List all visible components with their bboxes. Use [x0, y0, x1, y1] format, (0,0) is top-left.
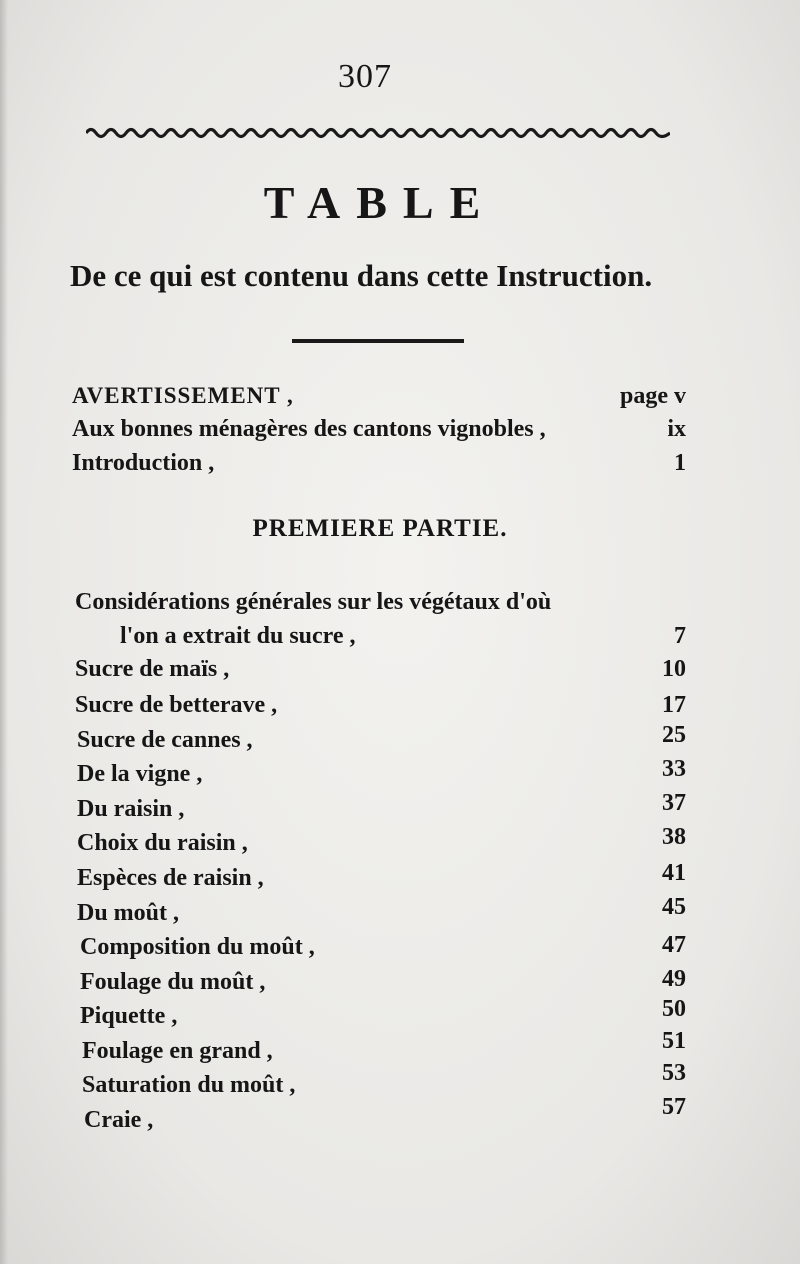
- toc-entry: Foulage du moût ,: [80, 969, 266, 995]
- toc-page: 38: [662, 824, 686, 850]
- toc-page: 47: [662, 932, 686, 958]
- toc-page-menageres: ix: [667, 416, 686, 442]
- toc-page-avertissement: page v: [620, 383, 686, 409]
- title-rule: [292, 339, 464, 343]
- toc-entry-introduction: Introduction ,: [72, 450, 215, 476]
- toc-entry: Du raisin ,: [77, 796, 185, 822]
- toc-page: 49: [662, 966, 686, 992]
- toc-entry: Du moût ,: [77, 900, 180, 926]
- toc-entry: Piquette ,: [80, 1003, 178, 1029]
- toc-entry: Considérations générales sur les végétaux d'où: [75, 589, 552, 615]
- toc-entry-avertissement: AVERTISSEMENT ,: [72, 383, 294, 408]
- table-title: TABLE: [263, 177, 497, 228]
- toc-entry: Espèces de raisin ,: [77, 865, 264, 891]
- part-heading: PREMIERE PARTIE.: [252, 515, 508, 542]
- toc-entry: Sucre de maïs ,: [75, 656, 230, 682]
- toc-entry: De la vigne ,: [77, 761, 203, 787]
- page-number: 307: [338, 58, 392, 95]
- toc-page-introduction: 1: [674, 450, 686, 476]
- toc-entry: Saturation du moût ,: [82, 1072, 296, 1098]
- table-subtitle: De ce qui est contenu dans cette Instruction.: [70, 258, 653, 293]
- toc-entry-menageres: Aux bonnes ménagères des cantons vignobles ,: [72, 416, 546, 442]
- toc-page: 53: [662, 1060, 686, 1086]
- toc-page: 57: [662, 1094, 686, 1120]
- toc-page: 45: [662, 894, 686, 920]
- toc-page: 37: [662, 790, 686, 816]
- toc-page: 17: [662, 692, 686, 718]
- toc-entry: Sucre de betterave ,: [75, 692, 278, 718]
- toc-entry: Sucre de cannes ,: [77, 727, 253, 753]
- toc-page: 51: [662, 1028, 686, 1054]
- toc-page: 25: [662, 722, 686, 748]
- toc-page: 10: [662, 656, 686, 682]
- toc-entry: Foulage en grand ,: [82, 1038, 273, 1064]
- toc-page: 33: [662, 756, 686, 782]
- toc-page: 50: [662, 996, 686, 1022]
- toc-entry: Choix du raisin ,: [77, 830, 248, 856]
- toc-entry: Craie ,: [84, 1107, 154, 1133]
- toc-page: 7: [674, 623, 686, 649]
- toc-entry: l'on a extrait du sucre ,: [120, 623, 356, 649]
- toc-page: 41: [662, 860, 686, 886]
- decorative-wavy-rule: [86, 124, 670, 142]
- toc-entry: Composition du moût ,: [80, 934, 315, 960]
